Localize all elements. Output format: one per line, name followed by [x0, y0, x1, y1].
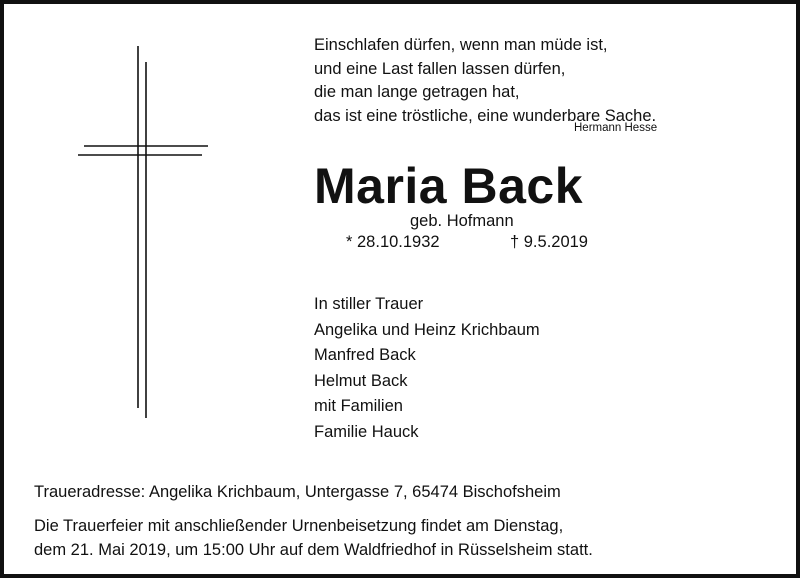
mourners-list [314, 292, 540, 445]
poem-author: Hermann Hesse [574, 122, 658, 134]
mourner-name: Manfred Back [314, 346, 416, 364]
mourners-heading: In stiller Trauer [314, 295, 424, 313]
ceremony-line: Die Trauerfeier mit anschließender Urnenbeisetzung findet am Dienstag, [34, 517, 564, 535]
poem-line: Einschlafen dürfen, wenn man müde ist, [314, 36, 608, 54]
maiden-name: geb. Hofmann [410, 212, 514, 230]
poem-line: und eine Last fallen lassen dürfen, [314, 59, 566, 78]
ceremony-line: dem 21. Mai 2019, um 15:00 Uhr auf dem Waldfriedhof in Rüsselsheim statt. [34, 540, 593, 559]
deceased-name: Maria Back [314, 158, 584, 214]
poem [314, 34, 656, 128]
death-date: † 9.5.2019 [510, 233, 588, 251]
mourner-name: Angelika und Heinz Krichbaum [314, 320, 540, 339]
mourner-name: mit Familien [314, 397, 403, 415]
ceremony-notice [34, 515, 593, 562]
mourning-address: Traueradresse: Angelika Krichbaum, Untergasse 7, 65474 Bischofsheim [34, 483, 561, 501]
mourner-name: Familie Hauck [314, 422, 419, 441]
mourner-name: Helmut Back [314, 371, 408, 390]
birth-date: * 28.10.1932 [346, 233, 440, 251]
poem-line: das ist eine tröstliche, eine wunderbare Sache. [314, 106, 657, 125]
poem-line: die man lange getragen hat, [314, 83, 520, 101]
